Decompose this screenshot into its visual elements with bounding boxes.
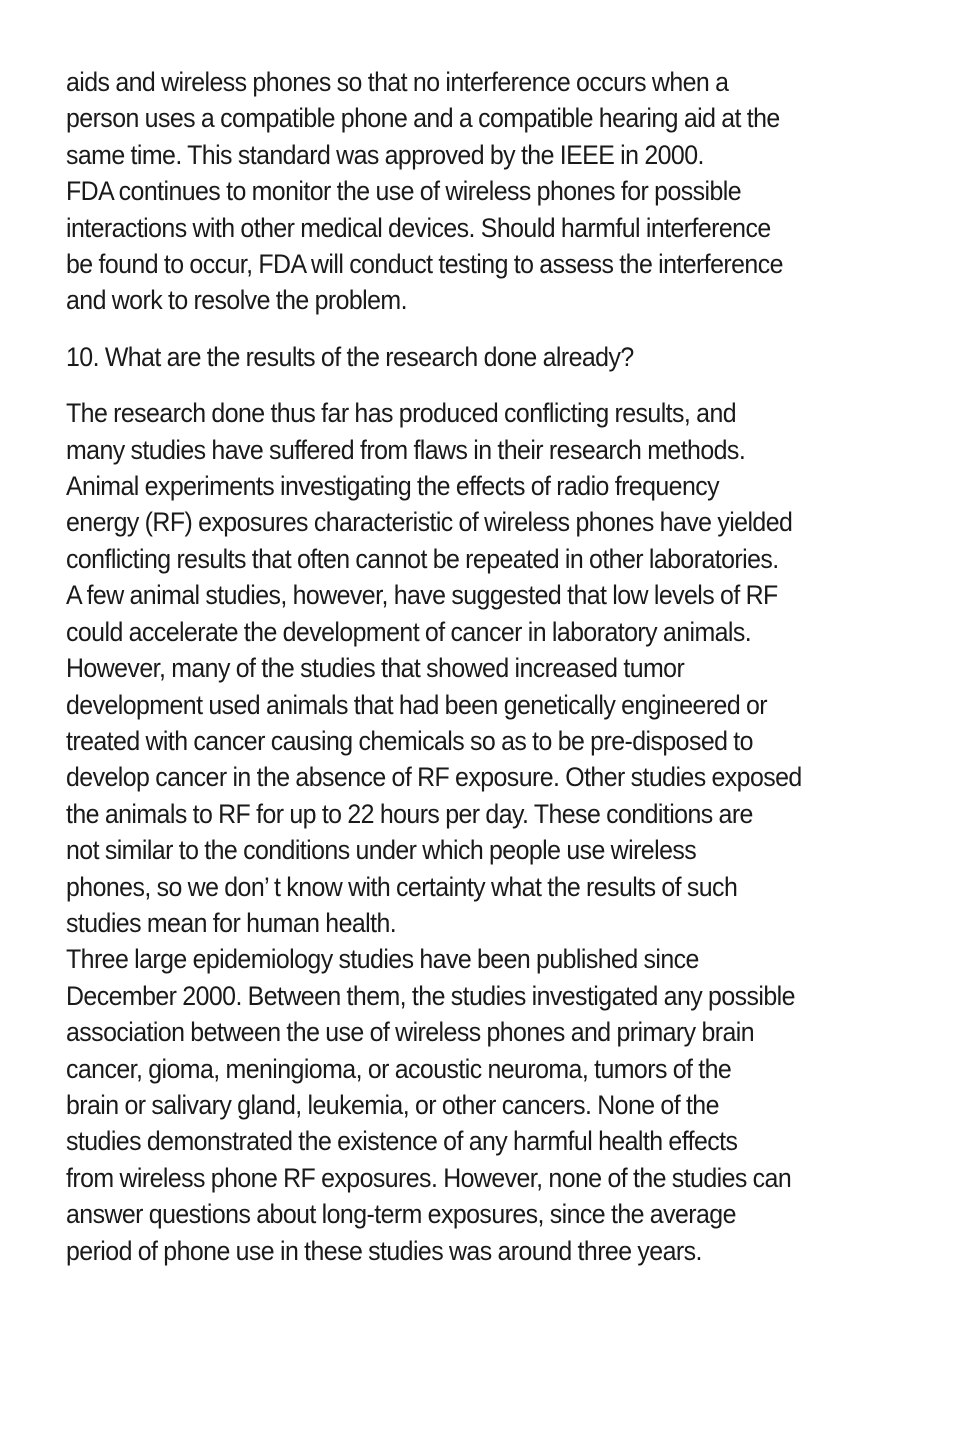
text-line: develop cancer in the absence of RF exposure. Other studies exposed [66, 762, 802, 793]
document-page [66, 64, 874, 1269]
paragraph-answer [66, 395, 874, 1269]
text-line: cancer, gioma, meningioma, or acoustic neuroma, tumors of the [66, 1053, 732, 1084]
text-line: A few animal studies, however, have suggested that low levels of RF [66, 580, 778, 611]
text-line: same time. This standard was approved by the IEEE in 2000. [66, 139, 704, 170]
text-line: studies mean for human health. [66, 907, 397, 938]
paragraph-intro [66, 64, 874, 319]
text-line: Animal experiments investigating the effects of radio frequency [66, 471, 720, 502]
text-line: development used animals that had been genetically engineered or [66, 689, 768, 720]
text-line: FDA continues to monitor the use of wireless phones for possible [66, 176, 742, 207]
paragraph-gap [66, 319, 874, 339]
text-line: aids and wireless phones so that no interference occurs when a [66, 67, 729, 97]
text-line: person uses a compatible phone and a compatible hearing aid at the [66, 103, 780, 134]
text-line: phones, so we don’ t know with certainty what the results of such [66, 871, 738, 902]
text-line: association between the use of wireless phones and primary brain [66, 1017, 755, 1048]
text-line: However, many of the studies that showed increased tumor [66, 653, 685, 684]
text-line: The research done thus far has produced conflicting results, and [66, 398, 737, 429]
paragraph-gap [66, 375, 874, 395]
text-line: conflicting results that often cannot be repeated in other laboratories. [66, 543, 779, 574]
text-line: interactions with other medical devices. Should harmful interference [66, 212, 771, 243]
text-line: not similar to the conditions under which people use wireless [66, 835, 697, 866]
text-line: brain or salivary gland, leukemia, or other cancers. None of the [66, 1089, 719, 1120]
text-line: answer questions about long-term exposures, since the average [66, 1199, 736, 1230]
text-line: be found to occur, FDA will conduct testing to assess the interference [66, 249, 783, 280]
question-heading [66, 339, 874, 375]
text-line: Three large epidemiology studies have been published since [66, 944, 699, 975]
text-line: the animals to RF for up to 22 hours per day. These conditions are [66, 798, 753, 829]
text-line: 10. What are the results of the research done already? [66, 341, 634, 372]
text-line: period of phone use in these studies was around three years. [66, 1235, 702, 1266]
text-line: and work to resolve the problem. [66, 285, 407, 316]
text-line: many studies have suffered from flaws in their research methods. [66, 434, 746, 465]
text-line: treated with cancer causing chemicals so as to be pre-disposed to [66, 725, 753, 756]
text-line: could accelerate the development of cancer in laboratory animals. [66, 616, 752, 647]
text-line: December 2000. Between them, the studies investigated any possible [66, 980, 795, 1011]
text-line: from wireless phone RF exposures. However, none of the studies can [66, 1162, 792, 1193]
text-line: energy (RF) exposures characteristic of wireless phones have yielded [66, 507, 793, 538]
text-line: studies demonstrated the existence of any harmful health effects [66, 1126, 738, 1157]
